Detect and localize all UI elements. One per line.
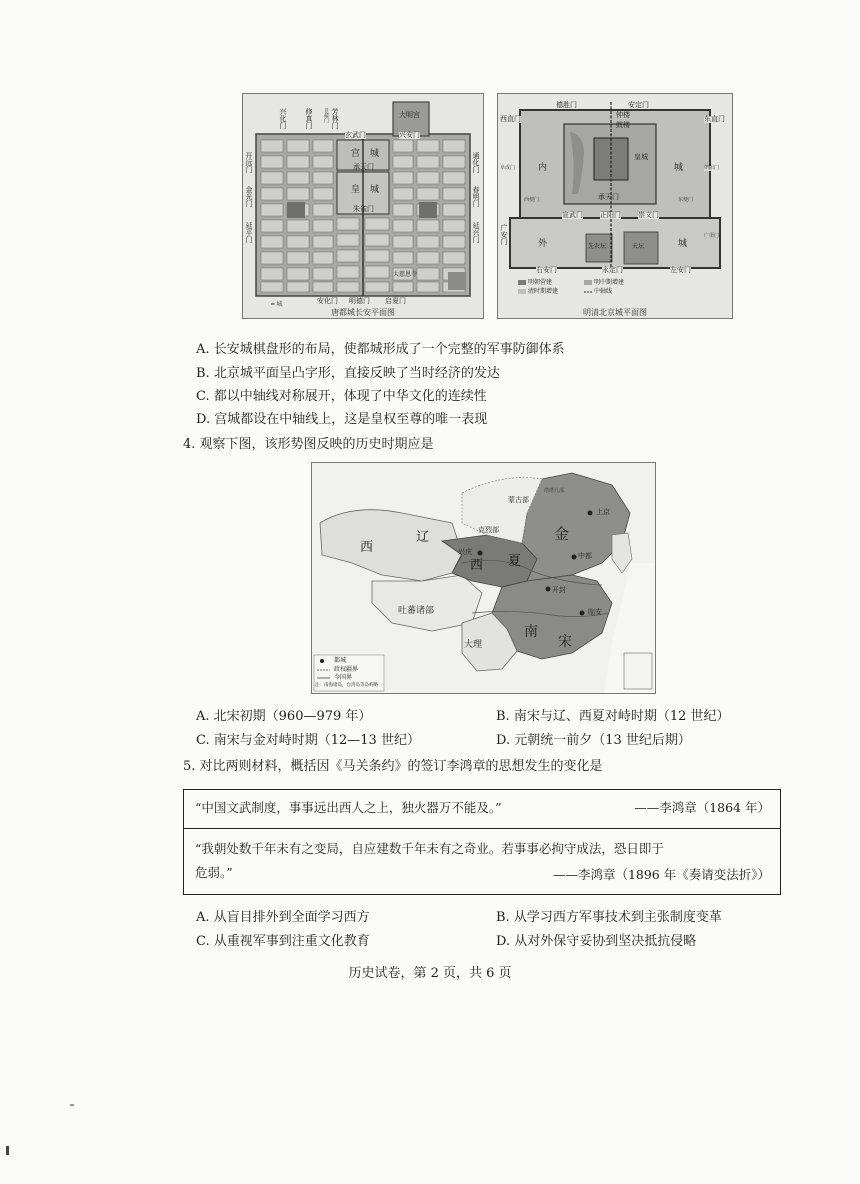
changan-map-caption: 唐都城长安平面图 [331,308,395,317]
song-map-legend-modern: 今国界 [334,674,353,681]
song-era-map [311,462,656,694]
q5-option-c: C. 从重视军事到注重文化教育 [196,934,370,949]
song-map-jin: 金 [554,525,570,543]
q5-option-a: A. 从盲目排外到全面学习西方 [196,910,370,925]
q4-stem: 4. 观察下图，该形势图反映的历史时期应是 [183,437,434,452]
changan-label-yanxing: 延兴门 [472,222,480,243]
song-map-dali: 大理 [464,640,483,650]
q3-option-d: D. 宫城都设在中轴线上，这是皇权至尊的唯一表现 [196,412,488,427]
page-footer: 历史试卷，第 2 页，共 6 页 [348,966,512,981]
beijing-label-wai: 外 [538,239,548,249]
q5-stem: 5. 对比两则材料，概括因《马关条约》的签订李鸿章的思想发生的变化是 [183,759,603,774]
song-map-liao: 辽 [416,530,430,545]
beijing-label-cheng2: 城 [678,239,688,249]
scan-speck [6,1146,9,1155]
song-map-note: 注：南海诸岛，台湾岛等岛屿略 [315,683,378,688]
q3-option-b: B. 北京城平面呈凸字形，直接反映了当时经济的发达 [196,366,500,381]
song-map-shangjing: 上京 [596,508,610,516]
song-map-tatar: 塔塔儿部 [544,488,565,494]
changan-label-qixia: 启夏门 [385,297,406,305]
changan-map [242,93,484,319]
beijing-label-dongbian: 东便门 [678,197,694,203]
beijing-label-xibian: 西便门 [524,197,540,203]
q3-option-a: A. 长安城棋盘形的布局，使都城形成了一个完整的军事防御体系 [196,342,565,357]
changan-label-chengtian: 承天门 [353,163,374,171]
song-map-xingqing: 兴庆 [458,548,472,556]
changan-label-fanglin: 芳林门 [331,108,339,129]
beijing-label-xiannong: 先农坛 [588,243,607,250]
q5-option-b: B. 从学习西方军事技术到主张制度变革 [496,910,722,925]
q5-quote-2-source: ——李鸿章（1896 年《奏请变法折》） [552,867,770,882]
changan-label-tonghua: 通化门 [472,152,480,173]
changan-label-zhuque: 朱雀门 [353,205,374,213]
beijing-legend-2: 明中期增建 [594,279,625,286]
beijing-label-fucheng: 阜成门 [500,165,516,171]
scan-speck [70,1104,74,1106]
song-map-xixia-1: 西 [470,558,484,573]
changan-label-xingan: 兴安门 [399,131,420,139]
changan-label-anhua: 安化门 [317,297,338,305]
beijing-label-youan: 右安门 [536,266,557,274]
beijing-legend-4: 中轴线 [594,288,613,295]
song-map-tubo: 吐蕃诸部 [398,606,435,616]
beijing-label-tiantan: 天坛 [632,243,645,250]
beijing-label-huangcheng: 皇城 [634,153,648,161]
song-map-song: 宋 [558,634,572,650]
changan-label-yanping: 延平门 [245,222,253,243]
beijing-label-dongzhi: 东直门 [704,115,725,123]
beijing-label-desheng: 德胜门 [556,101,577,109]
song-map-legend-capital: 都城 [334,657,347,664]
song-era-map-drawing [312,463,655,693]
beijing-label-guangqu: 广渠门 [704,233,720,239]
beijing-label-zhonglou: 钟楼 [616,111,630,119]
q5-table-divider [184,828,780,829]
song-map-liao-xi: 西 [360,540,374,555]
beijing-label-anding: 安定门 [628,101,649,109]
beijing-legend-1: 明朝营建 [528,279,553,286]
beijing-label-xuanwu: 宣武门 [562,211,583,219]
changan-label-kaiyuan: 开远门 [245,152,253,173]
q5-quote-1: “中国文武制度，事事远出西人之上，独火器万不能及。” [195,800,502,815]
beijing-label-chaoyang: 朝阳门 [704,165,720,171]
song-map-linan: 临安 [588,608,602,616]
beijing-label-guanganmen: 广安门 [500,224,508,245]
svg-text:━ 城: ━ 城 [271,301,283,308]
beijing-map-caption: 明清北京城平面图 [583,308,647,317]
q5-material-table [183,789,781,895]
changan-label-xuanwu: 玄武门 [345,131,366,139]
song-map-xixia-2: 夏 [508,554,522,569]
q4-option-a: A. 北宋初期（960—979 年） [196,709,372,724]
beijing-legend-3: 清时期增建 [528,288,559,295]
song-map-mongol: 蒙古部 [508,496,529,504]
beijing-label-zhengyang: 正阳门 [600,211,621,219]
beijing-label-yongding: 永定门 [602,266,623,274]
changan-label-mingde: 明德门 [349,297,370,305]
beijing-label-xizhi: 西直门 [500,115,521,123]
beijing-label-chengtian: 承天门 [598,193,619,201]
changan-label-gongcheng: 宫城 [351,149,390,159]
song-map-nan: 南 [524,624,538,640]
changan-label-daci: 大慈恩寺 [393,271,418,278]
q4-option-b: B. 南宋与辽、西夏对峙时期（12 世纪） [496,709,730,724]
q5-quote-2-line-1: “我朝处数千年未有之变局，自应建数千年未有之奇业。若事事必拘守成法，恐日即于 [195,841,664,856]
beijing-label-chongwen: 崇文门 [638,211,659,219]
song-map-kaifeng: 开封 [552,586,566,594]
changan-label-xiuzhi: 修真门 [305,108,313,129]
changan-label-chunming: 春明门 [472,186,480,207]
q4-option-d: D. 元朝统一前夕（13 世纪后期） [496,733,691,748]
q3-option-c: C. 都以中轴线对称展开，体现了中华文化的连续性 [196,389,487,404]
beijing-label-gulou: 鼓楼 [616,121,630,129]
song-map-legend-border: 政权疆界 [334,666,359,673]
beijing-map [497,93,733,319]
beijing-label-nei: 内 [538,163,548,173]
song-map-zhongdu: 中都 [578,552,592,560]
q5-option-d: D. 从对外保守妥协到坚决抵抗侵略 [496,934,697,949]
changan-label-xinghua: 兴化门 [279,108,287,129]
changan-label-huangcheng: 皇城 [351,185,390,195]
q5-quote-1-source: ——李鸿章（1864 年） [634,800,770,815]
song-map-kelie: 克烈部 [478,526,499,534]
changan-label-jinguang: 金光门 [245,186,253,207]
beijing-label-cheng: 城 [674,163,684,173]
q5-quote-2-line-2: 危弱。” [195,865,233,880]
q4-option-c: C. 南宋与金对峙时期（12—13 世纪） [196,733,420,748]
beijing-label-zuoan: 左安门 [670,266,691,274]
changan-label-daming: 大明宫 [399,111,420,119]
changan-label-jingyao: 景耀门 [323,108,329,123]
